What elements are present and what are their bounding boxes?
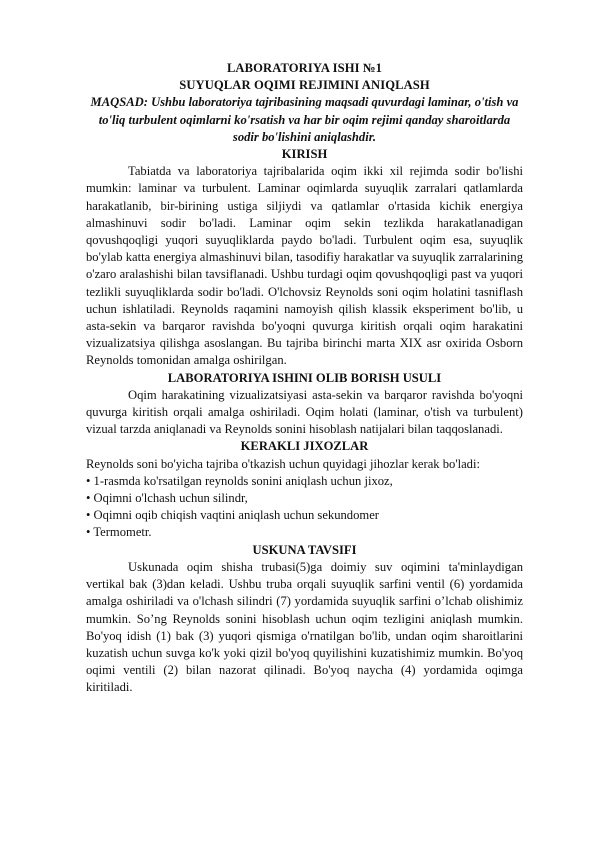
lab-title: LABORATORIYA ISHI №1 <box>226 61 383 75</box>
method-heading: LABORATORIYA ISHINI OLIB BORISH USULI <box>167 370 442 385</box>
intro-paragraph: Tabiatda va laboratoriya tajribalarida oqim ikki xil rejimda sodir bo'lishi mumkin: laminar va turbulent. Laminar oqimlarda suyuqlik zarralari qatlamlarda harakatlanib, bir-birining ustiga siljiydi va qatlamlar o'rtasida kichik energiya almashinuvi sodir bo'ladi. Laminar oqim sekin tezlikda harakatlanadigan qovushqoqligi yuqori suyuqliklarda paydo bo'ladi. Turbulent oqim esa, suyuqlik bo'ylab katta energiya almashinuvi bilan, tasodifiy harakatlar va suyuqlik zarralarining o'zaro aralashishi bilan tavsiflanadi. Ushbu turdagi oqim qovushqoqligi past va yuqori tezlikli suyuqliklarda sodir bo'ladi. O'lchovsiz Reynolds soni oqim holatini tasniflash uchun ishlatiladi. Reynolds raqamini namoyish qilish klassik eksperiment bo'lib, u asta-sekin va barqaror ravishda bo'yoqni quvurga kiritish orqali oqim harakatini vizualizatsiya qilishga asoslangan. Bu tajriba birinchi marta XIX asr oxirida Osborn Reynolds tomonidan amalga oshirilgan. <box>86 164 523 368</box>
method-paragraph: Oqim harakatining vizualizatsiyasi asta-sekin va barqaror ravishda bo'yoqni quvurga kiritish orqali amalga oshiriladi. Oqim holati (laminar, o'tish va turbulent) vizual tarzda aniqlanadi va Reynolds sonini hisoblash natijalari bilan taqqoslanadi. <box>86 387 523 437</box>
list-item: • Oqimni o'lchash uchun silindr, <box>86 491 248 506</box>
list-item: • Oqimni oqib chiqish vaqtini aniqlash uchun sekundomer <box>86 508 379 523</box>
equipment-intro: Reynolds soni bo'yicha tajriba o'tkazish uchun quyidagi jihozlar kerak bo'ladi: <box>86 456 480 471</box>
intro-heading: KIRISH <box>281 147 328 162</box>
document-page <box>86 60 523 697</box>
equipment-list <box>86 473 523 542</box>
list-item: • Termometr. <box>86 525 152 540</box>
lab-subtitle: SUYUQLAR OQIMI REJIMINI ANIQLASH <box>179 78 430 93</box>
device-heading: USKUNA TAVSIFI <box>252 542 357 557</box>
equipment-heading: KERAKLI JIXOZLAR <box>240 439 369 454</box>
list-item: • 1-rasmda ko'rsatilgan reynolds sonini aniqlash uchun jixoz, <box>86 473 393 488</box>
aim-statement: MAQSAD: Ushbu laboratoriya tajribasining maqsadi quvurdagi laminar, o'tish va to'liq turbulent oqimlarni ko'rsatish va har bir oqim rejimi qanday sharoitlarda sodir bo'lishini aniqlashdir. <box>90 95 519 144</box>
device-paragraph: Uskunada oqim shisha trubasi(5)ga doimiy suv oqimini ta'minlaydigan vertikal bak (3)dan keladi. Ushbu truba orqali suyuqlik sarfini ventil (6) yordamida amalga oshiriladi va o'lchash silindri (7) yordamida suyuqlik sarfini o’lchab olishimiz mumkin. So’ng Reynolds sonini hisoblash uchun oqim tezligini aniqlash mumkin. Bo'yoq idish (1) bak (3) yuqori qismiga o'rnatilgan bo'lib, undan oqim sharoitlarini kuzatish uchun suvga ko'k yoki qizil bo'yoq quyilishini kuzatishimiz mumkin. Bo'yoq oqimi ventili (2) bilan nazorat qilinadi. Bo'yoq naycha (4) yordamida oqimga kiritiladi. <box>86 559 523 695</box>
